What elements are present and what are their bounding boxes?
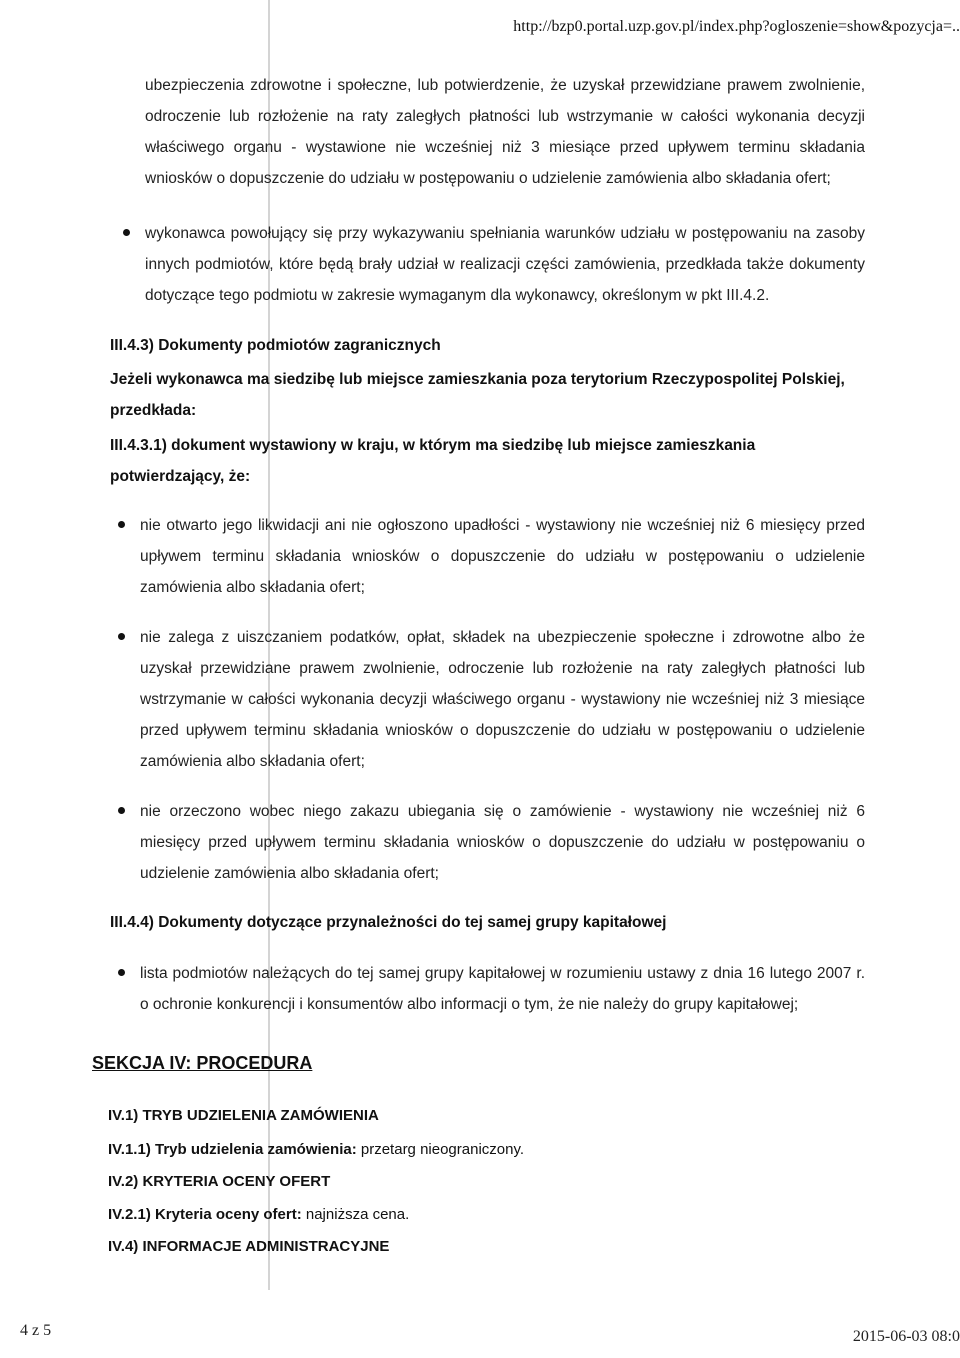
procedure-row: [108, 1138, 524, 1162]
page-number: 4 z 5: [20, 1322, 52, 1339]
bullet-icon: [118, 521, 125, 528]
procedure-row: [108, 1104, 379, 1128]
bullet-text: lista podmiotów należących do tej samej grupy kapitałowej w rozumieniu ustawy z dnia 16 lutego 2007 r. o ochronie konkurencji i konsumentów albo informacji o tym, że nie należy do grupy kapitałowej;: [140, 965, 865, 1013]
section-condition: Jeżeli wykonawca ma siedzibę lub miejsce zamieszkania poza terytorium Rzeczypospolitej Polskiej, przedkłada:: [110, 371, 845, 419]
row-value: przetarg nieograniczony.: [360, 1141, 525, 1158]
bullet-icon: [118, 969, 125, 976]
bullet-text: nie orzeczono wobec niego zakazu ubiegania się o zamówienie - wystawiony nie wcześniej niż 6 miesięcy przed upływem terminu składania wniosków o dopuszczenie do udziału w postępowaniu o udzielenie zamówienia albo składania ofert;: [140, 803, 865, 882]
bullet-text: wykonawca powołujący się przy wykazywaniu spełniania warunków udziału w postępowaniu na zasoby innych podmiotów, które będą brały udział w realizacji części zamówienia, przedkłada także dokumenty dotyczące tego podmiotu w zakresie wymaganym dla wykonawcy, określonym w pkt III.4.2.: [145, 225, 865, 304]
row-label: IV.1) TRYB UDZIELENIA ZAMÓWIENIA: [108, 1107, 379, 1124]
bullet-icon: [118, 807, 125, 814]
bullet-icon: [123, 229, 130, 236]
list-item: [145, 218, 865, 311]
procedure-row: [108, 1235, 389, 1259]
bullet-text: nie zalega z uiszczaniem podatków, opłat, składek na ubezpieczenie społeczne i zdrowotne albo że uzyskał przewidziane prawem zwolnienie, odroczenie lub rozłożenie na raty zaległych płatności lub wstrzymanie w całości wykonania decyzji właściwego organu - wystawiony nie wcześniej niż 3 miesiące przed upływem terminu składania wniosków o dopuszczenie do udziału w postępowaniu o udzielenie zamówienia albo składania ofert;: [140, 629, 865, 770]
row-label: IV.1.1) Tryb udzielenia zamówienia:: [108, 1141, 357, 1158]
sub-heading: III.4.3.1) dokument wystawiony w kraju, w którym ma siedzibę lub miejsce zamieszkania potwierdzający, że:: [110, 437, 756, 485]
section-title: SEKCJA IV: PROCEDURA: [92, 1053, 313, 1073]
bullet-icon: [118, 633, 125, 640]
list-item: [140, 622, 865, 777]
intro-paragraph: ubezpieczenia zdrowotne i społeczne, lub potwierdzenie, że uzyskał przewidziane prawem zwolnienie, odroczenie lub rozłożenie na raty zaległych płatności lub wstrzymanie w całości wykonania decyzji właściwego organu - wystawione nie wcześniej niż 3 miesiące przed upływem terminu składania wniosków o dopuszczenie do udziału w postępowaniu o udzielenie zamówienia albo składania ofert;: [145, 77, 865, 187]
row-label: IV.4) INFORMACJE ADMINISTRACYJNE: [108, 1238, 390, 1255]
section-heading: III.4.3) Dokumenty podmiotów zagranicznych: [110, 337, 441, 354]
row-value: najniższa cena.: [305, 1206, 410, 1223]
list-item: [140, 958, 865, 1020]
procedure-row: [108, 1203, 409, 1227]
procedure-row: [108, 1170, 330, 1194]
list-item: [140, 796, 865, 889]
row-label: IV.2.1) Kryteria oceny ofert:: [108, 1206, 302, 1223]
bullet-text: nie otwarto jego likwidacji ani nie ogłoszono upadłości - wystawiony nie wcześniej niż 6 miesięcy przed upływem terminu składania wniosków o dopuszczenie do udziału w postępowaniu o udzielenie zamówienia albo składania ofert;: [140, 517, 865, 596]
section-heading: III.4.4) Dokumenty dotyczące przynależności do tej samej grupy kapitałowej: [110, 914, 667, 931]
page-url: http://bzp0.portal.uzp.gov.pl/index.php?ogloszenie=show&pozycja=..: [513, 18, 960, 35]
row-label: IV.2) KRYTERIA OCENY OFERT: [108, 1173, 331, 1190]
list-item: [140, 510, 865, 603]
print-datetime: 2015-06-03 08:0: [852, 1328, 960, 1345]
